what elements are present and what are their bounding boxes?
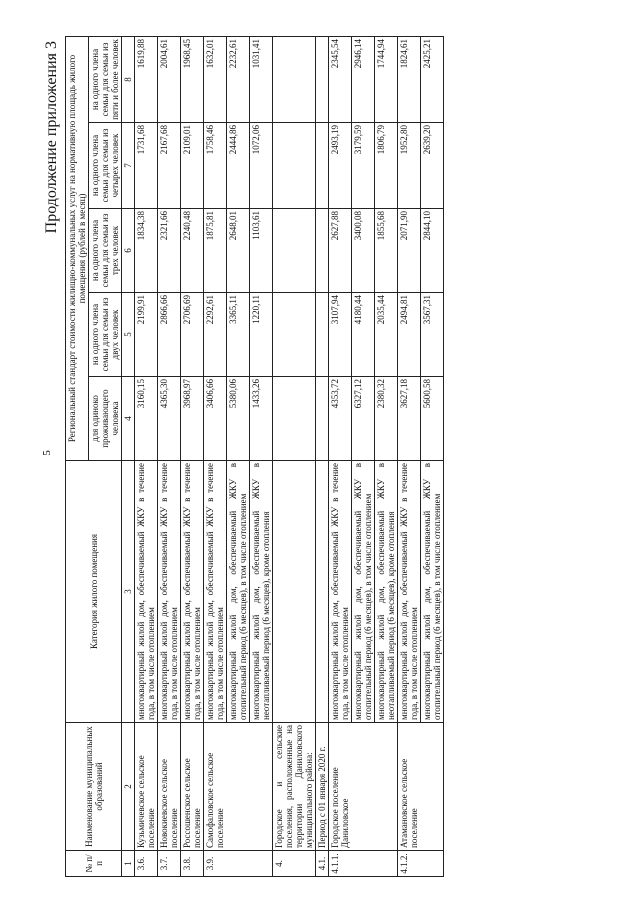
table-row: [273, 36, 316, 876]
value-four: [316, 123, 329, 209]
value-five: 2425,21: [421, 36, 444, 122]
municipality-name: Самофаловское сельское поселение: [204, 723, 273, 851]
housing-category: [273, 461, 316, 723]
col-number: 7: [122, 123, 135, 209]
value-three: 1103,61: [250, 209, 273, 293]
value-two: 1220,11: [250, 293, 273, 377]
value-two: 2199,91: [135, 293, 158, 377]
header-name: Наименование муниципальных образований: [66, 723, 122, 851]
header-sub-2: на одного члена семьи для семьи из двух человек: [89, 293, 122, 377]
housing-category: многоквартирный жилой дом, обеспечиваемый ЖКУ в течение года, в том числе отоплением: [398, 461, 421, 723]
value-single: [273, 377, 316, 461]
row-number: 4.1.1.: [329, 851, 398, 877]
table-row: [158, 36, 181, 876]
value-four: 1731,68: [135, 123, 158, 209]
col-number: 8: [122, 36, 135, 122]
value-four: 2444,86: [227, 123, 250, 209]
value-four: 1072,06: [250, 123, 273, 209]
housing-category: многоквартирный жилой дом, обеспечиваемый ЖКУ в неотапливаемый период (6 месяцев), кроме отопления: [375, 461, 398, 723]
header-sub-4: на одного члена семьи для семьи из четырех человек: [89, 123, 122, 209]
value-three: [316, 209, 329, 293]
row-number: 4.1.: [316, 851, 329, 877]
table-row: [181, 36, 204, 876]
row-number: 4.1.2.: [398, 851, 444, 877]
value-four: 2493,19: [329, 123, 352, 209]
page-number: 5: [41, 450, 53, 456]
value-single: 5380,06: [227, 377, 250, 461]
housing-category: многоквартирный жилой дом, обеспечиваемый ЖКУ в течение года, в том числе отоплением: [158, 461, 181, 723]
value-three: 2321,66: [158, 209, 181, 293]
value-two: 2035,44: [375, 293, 398, 377]
value-single: 3160,15: [135, 377, 158, 461]
value-two: 3107,94: [329, 293, 352, 377]
value-single: 5600,58: [421, 377, 444, 461]
housing-category: многоквартирный жилой дом, обеспечиваемый ЖКУ в течение года, в том числе отоплением: [135, 461, 158, 723]
table-row: [204, 36, 227, 876]
header-no: № п/п: [66, 851, 122, 877]
value-single: 4365,30: [158, 377, 181, 461]
value-five: 2345,54: [329, 36, 352, 122]
column-number-row: [122, 36, 135, 876]
value-four: 1806,79: [375, 123, 398, 209]
value-single: 1433,26: [250, 377, 273, 461]
continuation-title: Продолжение приложения 3: [43, 41, 60, 234]
housing-category: [316, 461, 329, 723]
value-two: 4180,44: [352, 293, 375, 377]
value-five: [273, 36, 316, 122]
standards-table: [65, 36, 444, 877]
housing-category: многоквартирный жилой дом, обеспечиваемый ЖКУ в отопительный период (6 месяцев), в том числе отоплением: [421, 461, 444, 723]
value-single: 3406,66: [204, 377, 227, 461]
value-five: 1619,88: [135, 36, 158, 122]
col-number: 3: [122, 461, 135, 723]
value-three: 2240,48: [181, 209, 204, 293]
municipality-name: Кузьмичевское сельское поселение: [135, 723, 158, 851]
table-row: [398, 36, 421, 876]
value-two: 2866,66: [158, 293, 181, 377]
value-five: 2004,61: [158, 36, 181, 122]
value-four: 1952,80: [398, 123, 421, 209]
row-number: 3.6.: [135, 851, 158, 877]
value-two: 2706,69: [181, 293, 204, 377]
value-single: 4353,72: [329, 377, 352, 461]
value-five: 2232,61: [227, 36, 250, 122]
value-two: 3567,31: [421, 293, 444, 377]
value-three: 1834,38: [135, 209, 158, 293]
value-three: 3400,08: [352, 209, 375, 293]
value-four: 1758,46: [204, 123, 227, 209]
table-row: [329, 36, 352, 876]
housing-category: многоквартирный жилой дом, обеспечиваемый ЖКУ в течение года, в том числе отоплением: [204, 461, 227, 723]
value-four: 2167,68: [158, 123, 181, 209]
value-two: 2292,61: [204, 293, 227, 377]
value-two: [273, 293, 316, 377]
value-four: 3179,59: [352, 123, 375, 209]
rotated-sheet: [35, 37, 615, 877]
value-three: 2071,90: [398, 209, 421, 293]
col-number: 4: [122, 377, 135, 461]
municipality-name: Россошенское сельское поселение: [181, 723, 204, 851]
value-five: [316, 36, 329, 122]
municipality-name: Городское и сельские поселения, расположенные на территории Даниловского муниципального района:: [273, 723, 316, 851]
value-single: 2380,32: [375, 377, 398, 461]
housing-category: многоквартирный жилой дом, обеспечиваемый ЖКУ в неотапливаемый период (6 месяцев), кроме отопления: [250, 461, 273, 723]
municipality-name: Городское поселение Даниловское: [329, 723, 398, 851]
value-five: 1632,01: [204, 36, 227, 122]
header-standard: Региональный стандарт стоимости жилищно-коммунальных услуг на нормативную площадь жилого помещения (рублей в месяц): [66, 36, 89, 460]
value-single: 3968,97: [181, 377, 204, 461]
value-four: 2109,01: [181, 123, 204, 209]
value-two: [316, 293, 329, 377]
value-five: 1824,61: [398, 36, 421, 122]
header-category: Категория жилого помещения: [66, 461, 122, 723]
value-single: 3627,18: [398, 377, 421, 461]
table-row: [316, 36, 329, 876]
header-sub-5: на одного члена семьи для семьи из пяти и более человек: [89, 36, 122, 122]
housing-category: многоквартирный жилой дом, обеспечиваемый ЖКУ в течение года, в том числе отоплением: [329, 461, 352, 723]
municipality-name: Новокиевское сельское поселение: [158, 723, 181, 851]
municipality-name: Атамановское сельское поселение: [398, 723, 444, 851]
row-number: 3.8.: [181, 851, 204, 877]
value-three: 1875,81: [204, 209, 227, 293]
row-number: 4.: [273, 851, 316, 877]
value-two: 2494,81: [398, 293, 421, 377]
value-three: 1855,68: [375, 209, 398, 293]
row-number: 3.9.: [204, 851, 273, 877]
value-two: 3365,11: [227, 293, 250, 377]
value-single: 6327,12: [352, 377, 375, 461]
housing-category: многоквартирный жилой дом, обеспечиваемый ЖКУ в отопительный период (6 месяцев), в том числе отоплением: [352, 461, 375, 723]
value-four: [273, 123, 316, 209]
value-five: 1968,45: [181, 36, 204, 122]
value-three: 2627,88: [329, 209, 352, 293]
municipality-name: Период с 01 января 2020 г.: [316, 723, 329, 851]
row-number: 3.7.: [158, 851, 181, 877]
value-single: [316, 377, 329, 461]
value-three: [273, 209, 316, 293]
header-sub-1: для одиноко проживающего человека: [89, 377, 122, 461]
housing-category: многоквартирный жилой дом, обеспечиваемый ЖКУ в течение года, в том числе отоплением: [181, 461, 204, 723]
value-three: 2648,01: [227, 209, 250, 293]
col-number: 1: [122, 851, 135, 877]
value-five: 1031,41: [250, 36, 273, 122]
col-number: 6: [122, 209, 135, 293]
col-number: 5: [122, 293, 135, 377]
header-row: [66, 36, 89, 876]
table-row: [135, 36, 158, 876]
value-five: 2946,14: [352, 36, 375, 122]
header-sub-3: на одного члена семьи для семьи из трех человек: [89, 209, 122, 293]
value-four: 2639,20: [421, 123, 444, 209]
housing-category: многоквартирный жилой дом, обеспечиваемый ЖКУ в отопительный период (6 месяцев), в том числе отоплением: [227, 461, 250, 723]
value-five: 1744,94: [375, 36, 398, 122]
value-three: 2844,10: [421, 209, 444, 293]
col-number: 2: [122, 723, 135, 851]
